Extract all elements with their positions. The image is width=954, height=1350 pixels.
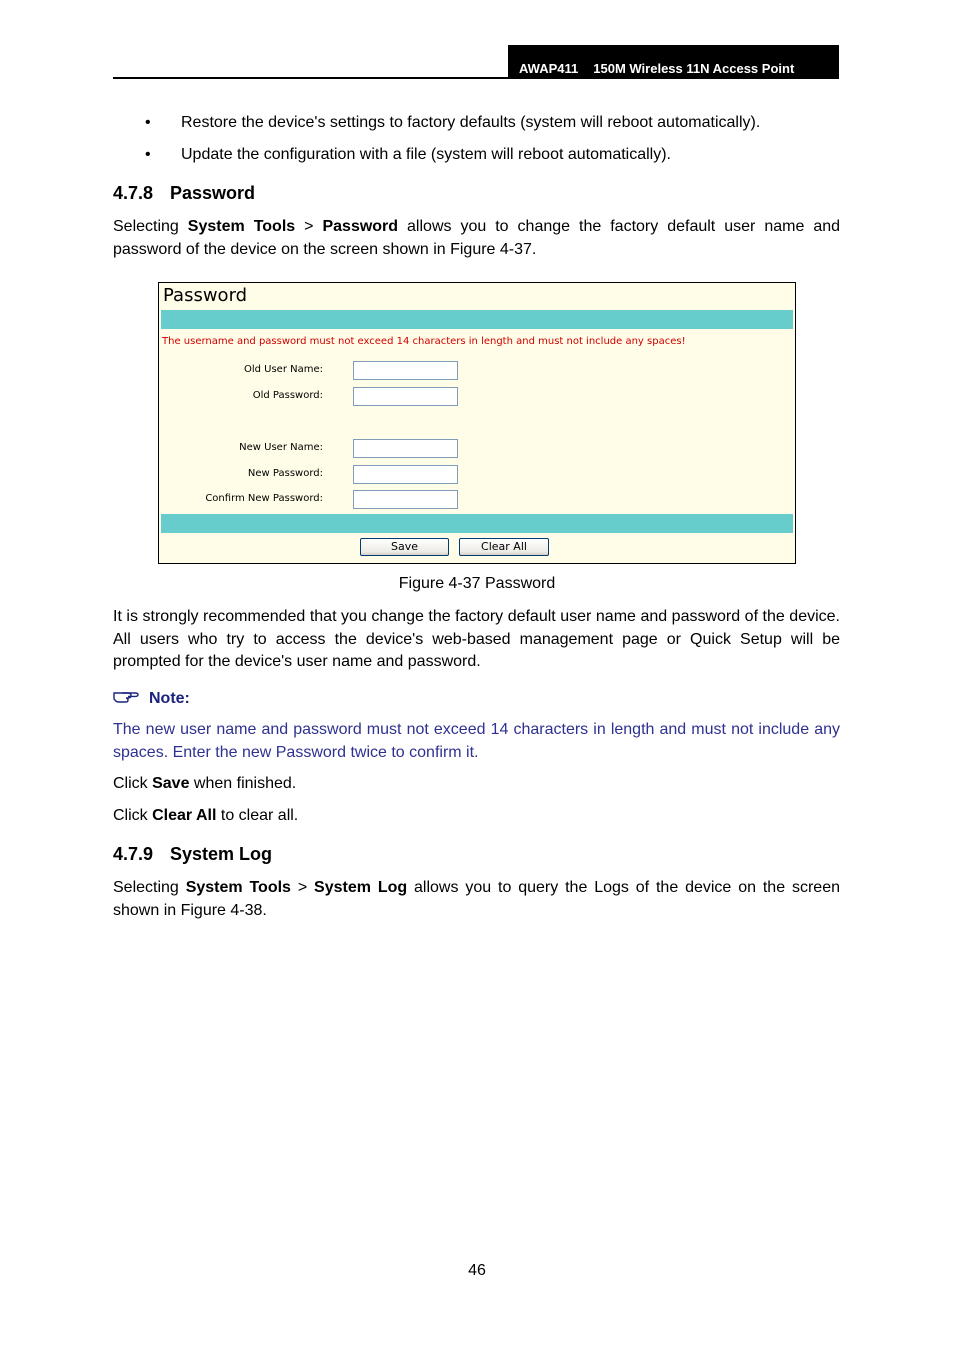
old-password-label: Old Password: xyxy=(252,390,323,401)
note-text: The new user name and password must not exceed 14 characters in length and must not include any spaces. Enter the new Password twice to confirm it. xyxy=(113,721,840,761)
note-heading xyxy=(113,688,190,709)
text-run: Click xyxy=(113,775,153,792)
text-run: > xyxy=(295,218,323,235)
text-run: when finished. xyxy=(189,775,297,792)
old-user-name-input[interactable] xyxy=(353,361,458,380)
section-number: 4.7.8 xyxy=(113,183,154,203)
password-warning-text: The username and password must not exceed 14 characters in length and must not include any spaces! xyxy=(162,336,686,347)
new-user-name-label: New User Name: xyxy=(239,442,323,453)
new-user-name-input[interactable] xyxy=(353,439,458,458)
section-heading-system-log xyxy=(113,844,272,865)
save-emphasis: Save xyxy=(152,775,190,792)
header-rule xyxy=(113,77,839,79)
pointing-hand-icon xyxy=(113,688,149,709)
menu-path-password: Password xyxy=(322,218,399,235)
figure-caption: Figure 4-37 Password xyxy=(398,575,556,592)
confirm-new-password-input[interactable] xyxy=(353,490,458,509)
password-screenshot-figure xyxy=(158,282,796,564)
section-number: 4.7.9 xyxy=(113,844,154,864)
bullet-glyph: • xyxy=(145,114,151,131)
top-divider-bar xyxy=(161,310,793,329)
confirm-new-password-label: Confirm New Password: xyxy=(205,493,323,504)
click-save-instruction xyxy=(113,773,840,796)
figure-page-title: Password xyxy=(163,285,248,306)
bullet-glyph: • xyxy=(145,146,151,163)
password-intro-paragraph xyxy=(113,216,840,261)
text-run: > xyxy=(290,879,315,896)
menu-path-system-tools: System Tools xyxy=(187,218,296,235)
new-password-label: New Password: xyxy=(247,468,323,479)
text-run: Selecting xyxy=(113,218,188,235)
text-run: allows you to query the Logs of the device on the screen shown in Figure 4-38. xyxy=(113,879,840,919)
section-title: Password xyxy=(170,183,256,203)
old-password-input[interactable] xyxy=(353,387,458,406)
new-password-input[interactable] xyxy=(353,465,458,484)
bullet-text: Update the configuration with a file (system will reboot automatically). xyxy=(181,146,671,163)
header-description: 150M Wireless 11N Access Point xyxy=(593,61,795,76)
clear-all-emphasis: Clear All xyxy=(152,807,217,824)
text-run: Click xyxy=(113,807,153,824)
clear-all-button[interactable]: Clear All xyxy=(459,538,549,556)
bottom-divider-bar xyxy=(161,514,793,533)
page-number: 46 xyxy=(468,1262,486,1279)
save-button[interactable]: Save xyxy=(360,538,449,556)
system-log-intro-paragraph xyxy=(113,877,840,922)
text-run: allows you to change the factory default user name and password of the device on the screen shown in Figure 4-37. xyxy=(113,218,841,258)
text-run: Selecting xyxy=(113,879,186,896)
section-heading-password xyxy=(113,183,255,204)
header-model: AWAP411 xyxy=(519,61,579,76)
section-title: System Log xyxy=(170,844,273,864)
note-title: Note: xyxy=(149,689,190,707)
recommendation-paragraph: It is strongly recommended that you change the factory default user name and password of the device. All users who try to access the device's web-based management page or Quick Setup will be prompted for the device's user name and password. xyxy=(113,608,840,670)
text-run: to clear all. xyxy=(216,807,299,824)
bullet-text: Restore the device's settings to factory defaults (system will reboot automatically). xyxy=(181,114,761,131)
click-clear-instruction xyxy=(113,805,840,828)
menu-path-system-tools: System Tools xyxy=(185,879,291,896)
running-header xyxy=(508,45,839,78)
menu-path-system-log: System Log xyxy=(314,879,408,896)
old-user-name-label: Old User Name: xyxy=(243,364,323,375)
